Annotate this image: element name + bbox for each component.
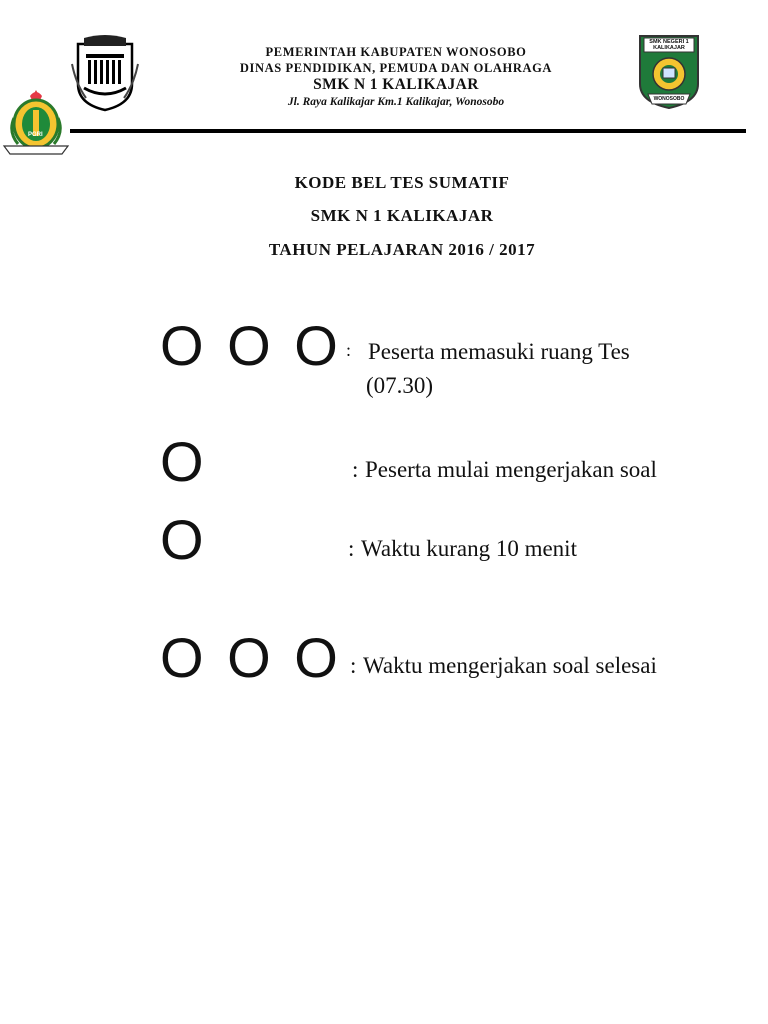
bell-code-text-4: Waktu mengerjakan soal selesai	[363, 653, 657, 678]
letterhead-rule	[70, 129, 746, 133]
bell-code-text-1: Peserta memasuki ruang Tes	[368, 339, 630, 364]
title-line-3: TAHUN PELAJARAN 2016 / 2017	[268, 240, 536, 259]
school-emblem-bottom-text: WONOSOBO	[653, 96, 685, 102]
bell-code-symbol-3: O	[160, 508, 208, 571]
bell-code-separator-4: :	[350, 653, 357, 678]
bell-code-text-1-time: (07.30)	[366, 373, 434, 398]
bell-code-separator-2: :	[352, 457, 359, 482]
bell-code-text-2: Peserta mulai mengerjakan soal	[365, 457, 657, 482]
bell-code-text-3: Waktu kurang 10 menit	[361, 536, 577, 561]
bell-code-separator-3: :	[348, 536, 355, 561]
header-line-1: PEMERINTAH KABUPATEN WONOSOBO	[265, 45, 527, 59]
header-address: Jl. Raya Kalikajar Km.1 Kalikajar, Wonosobo	[287, 96, 505, 108]
bell-code-symbol-1: O O O	[160, 314, 342, 377]
header-school: SMK N 1 KALIKAJAR	[313, 76, 479, 93]
bell-code-separator-1: :	[346, 340, 352, 360]
pgri-label: PGRI	[28, 132, 43, 138]
school-emblem-mid-text: KALIKAJAR	[653, 45, 685, 51]
school-emblem-top-text: SMK NEGERI 1	[649, 39, 689, 45]
title-line-1: KODE BEL TES SUMATIF	[294, 173, 510, 192]
bell-code-symbol-2: O	[160, 430, 208, 493]
header-line-2: DINAS PENDIDIKAN, PEMUDA DAN OLAHRAGA	[239, 61, 553, 75]
title-line-2: SMK N 1 KALIKAJAR	[310, 206, 494, 225]
bell-code-symbol-4: O O O	[160, 626, 342, 689]
